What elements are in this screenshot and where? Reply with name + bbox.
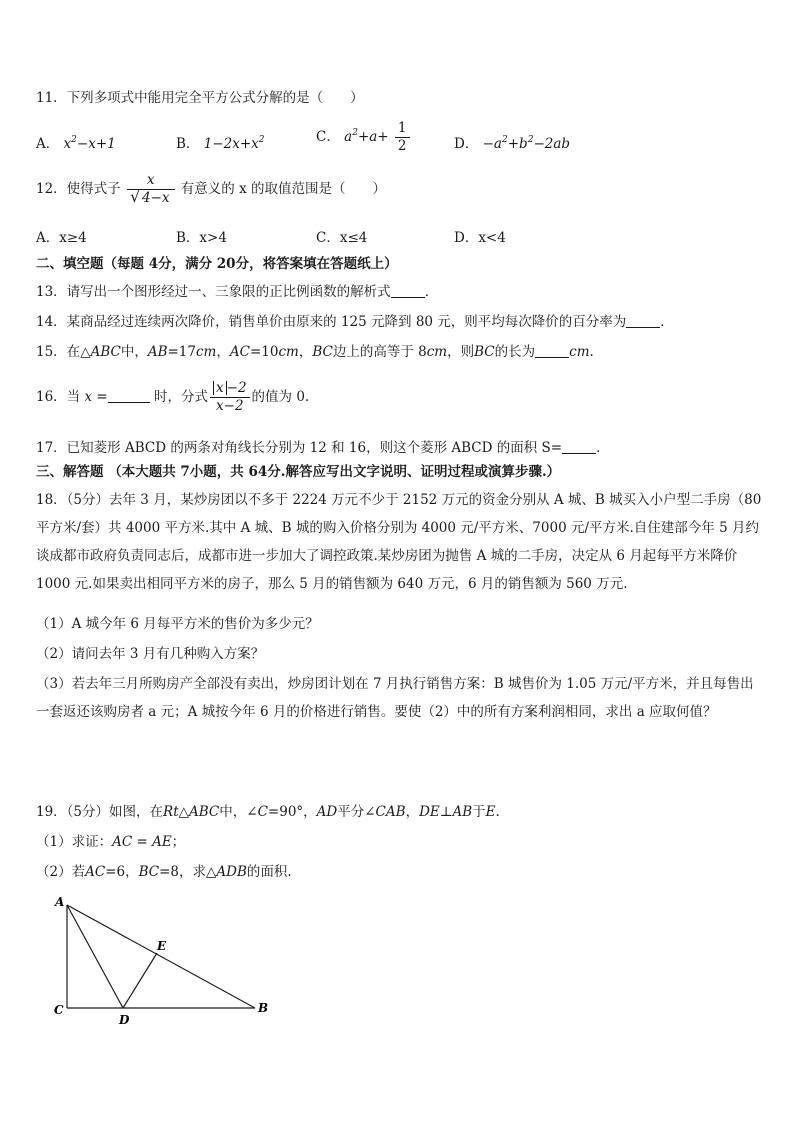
option-fraction: $\frac{1}{2}$ [395,120,410,155]
option-expr: $1-2x+x^2$ [203,135,265,152]
q18-sub-2: （2）请问去年 3 月有几种购入方案？ [36,646,265,662]
q17-text: 17．已知菱形 ABCD 的两条对角线长分别为 12 和 16，则这个菱形 ABCD 的面积 S= [36,440,563,456]
vertex-label-d: D [119,1013,130,1027]
answer-blank [562,439,596,454]
q17-end: ． [596,440,610,456]
q19-sub-2: （2）若AC=6，BC=8，求△ADB的面积. [36,864,292,880]
q11-option-c [316,120,412,155]
q12-option-c: C．x≤4 [316,230,368,246]
q12-option-b: B．x>4 [176,230,227,246]
vertex-label-e: E [157,939,167,953]
section-3-heading: 三、解答题 （本大题共 7小题，共 64分.解答应写出文字说明、证明过程或演算步骤.） [36,464,561,480]
q14-end: ． [660,314,674,330]
section-2-heading: 二、填空题（每题 4分，满分 20分，将答案填在答题纸上） [36,256,398,272]
answer-blank [535,343,569,358]
question-16: 16．当 x = 时，分式 $\frac{x -2}{x-2}$ 的值为 0. [36,380,310,414]
q19-sub-1: （1）求证：AC = AE； [36,834,186,850]
option-expr: $a^2+a+$ [344,128,389,145]
q11-option-b [176,130,264,154]
answer-blank [626,313,660,328]
option-expr: $x^2-x+1$ [63,135,116,152]
question-11-stem: 11．下列多项式中能用完全平方公式分解的是（ ） [36,90,364,106]
segment-de [123,953,157,1008]
q11-option-a [36,130,116,154]
option-label: C． [316,129,340,145]
q16-fraction: $\frac{x -2}{x-2}$ [210,380,250,415]
q11-option-d [454,130,570,154]
answer-blank [108,388,150,403]
option-label: A． [36,136,60,152]
option-label: B． [176,136,200,152]
question-19-stem: 19．（5分）如图，在Rt△ABC中，∠C=90°，AD平分∠CAB，DE⊥AB于E. [36,804,500,820]
q12-prefix: 12．使得式子 [36,181,121,197]
q12-fraction: x √ 4−x [127,172,175,207]
q13-end: ． [424,284,439,300]
option-label: D． [454,136,479,152]
q18-sub-3: （3）若去年三月所购房产全部没有卖出，炒房团计划在 7 月执行销售方案：B 城售价为 1.05 万元/平方米，并且每售出一套返还该购房者 a 元；A 城按今年 6 月的价格进行销售。要使（2）中的所有方案利润相同，求出 a 应取何值？ [36,676,754,720]
q14-text: 14．某商品经过连续两次降价，销售单价由原来的 125 元降到 80 元，则平均每次降价的百分率为 [36,314,627,330]
question-14 [36,312,674,332]
vertex-label-a: A [55,895,65,909]
triangle-figure [40,890,280,1030]
question-12-stem [36,172,386,207]
vertex-label-b: B [258,1001,269,1015]
vertex-label-c: C [54,1003,64,1017]
question-13 [36,282,438,302]
answer-blank [391,283,425,298]
q12-option-a: A．x≥4 [36,230,87,246]
q13-text: 13．请写出一个图形经过一、三象限的正比例函数的解析式 [36,284,391,300]
question-17 [36,438,610,458]
question-15: 15．在△ABC中，AB=17cm，AC=10cm，BC边上的高等于 8cm，则BC的长为 cm. [36,344,594,360]
q18-sub-1: （1）A 城今年 6 月每平方米的售价为多少元？ [36,616,319,632]
q12-option-d: D．x<4 [454,230,506,246]
option-expr: $-a^2+b^2-2ab$ [482,135,571,152]
q12-suffix: 有意义的 x 的取值范围是（ ） [180,181,386,197]
question-18-body: 18．（5分）去年 3 月，某炒房团以不多于 2224 万元不少于 2152 万元的资金分别从 A 城、B 城买入小户型二手房（80 平方米/套）共 4000 平方米.其中 A 城、B 城的购入价格分别为 4000 元/平方米、7000 元/平方米.自住建部今年 5 月约谈成都市政府负责同志后，成都市进一步加大了调控政策.某炒房团为抛售 A 城的二手房，决定从 6 月起每平方米降价 1000 元.如果卖出相同平方米的房子，那么 5 月的销售额为 640 万元，6 月的销售额为 560 万元. [36,492,762,592]
